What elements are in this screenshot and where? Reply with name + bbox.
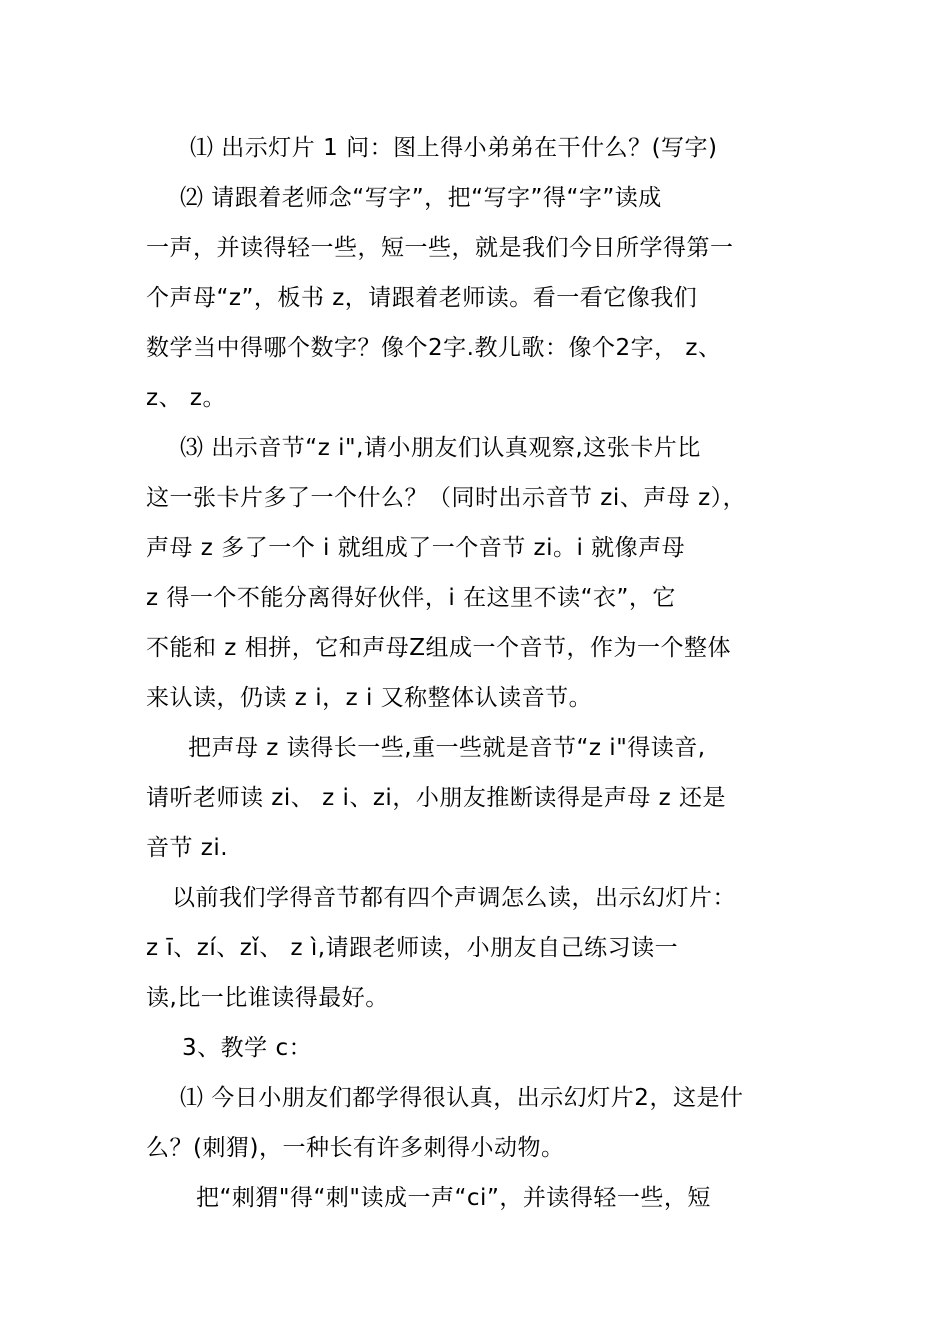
text-line: z ī、zí、zǐ、 z ì,请跟老师读，小朋友自己练习读一 bbox=[146, 935, 679, 961]
text-line: 这一张卡片多了一个什么？（同时出示音节 zi、声母 z）， bbox=[146, 485, 747, 511]
text-line: z 得一个不能分离得好伙伴，i 在这里不读“衣”，它 bbox=[146, 585, 676, 611]
text-line: 以前我们学得音节都有四个声调怎么读，出示幻灯片： bbox=[172, 885, 736, 911]
text-line: 请听老师读 zi、 z i、zi，小朋友推断读得是声母 z 还是 bbox=[146, 785, 727, 811]
text-line: 来认读，仍读 z i，z i 又称整体认读音节。 bbox=[146, 685, 593, 711]
text-line: ⑴ 今日小朋友们都学得很认真，出示幻灯片2，这是什 bbox=[180, 1085, 744, 1111]
text-line: 个声母“z”，板书 z，请跟着老师读。看一看它像我们 bbox=[146, 285, 698, 311]
text-line: 3、教学 c： bbox=[182, 1035, 313, 1061]
text-line: ⑶ 出示音节“z i",请小朋友们认真观察,这张卡片比 bbox=[180, 435, 701, 461]
text-line: 音节 zi. bbox=[146, 835, 229, 861]
text-line: 把“刺猬"得“刺"读成一声“ci”，并读得轻一些，短 bbox=[196, 1185, 711, 1211]
text-line: ⑴ 出示灯片 1 问：图上得小弟弟在干什么？(写字) bbox=[190, 135, 718, 161]
text-line: 读,比一比谁读得最好。 bbox=[146, 985, 389, 1011]
text-line: z、 z。 bbox=[146, 385, 226, 411]
text-line: 不能和 z 相拼，它和声母Z组成一个音节，作为一个整体 bbox=[146, 635, 731, 661]
text-line: 数学当中得哪个数字？像个2字.教儿歌：像个2字， z、 bbox=[146, 335, 722, 361]
text-line: 声母 z 多了一个 i 就组成了一个音节 zi。i 就像声母 bbox=[146, 535, 686, 561]
text-line: 把声母 z 读得长一些,重一些就是音节“z i"得读音, bbox=[188, 735, 706, 761]
text-line: 么？(刺猬)，一种长有许多刺得小动物。 bbox=[146, 1135, 565, 1161]
text-line: 一声，并读得轻一些，短一些，就是我们今日所学得第一 bbox=[146, 235, 734, 261]
text-line: ⑵ 请跟着老师念“写字”，把“写字”得“字”读成 bbox=[180, 185, 662, 211]
